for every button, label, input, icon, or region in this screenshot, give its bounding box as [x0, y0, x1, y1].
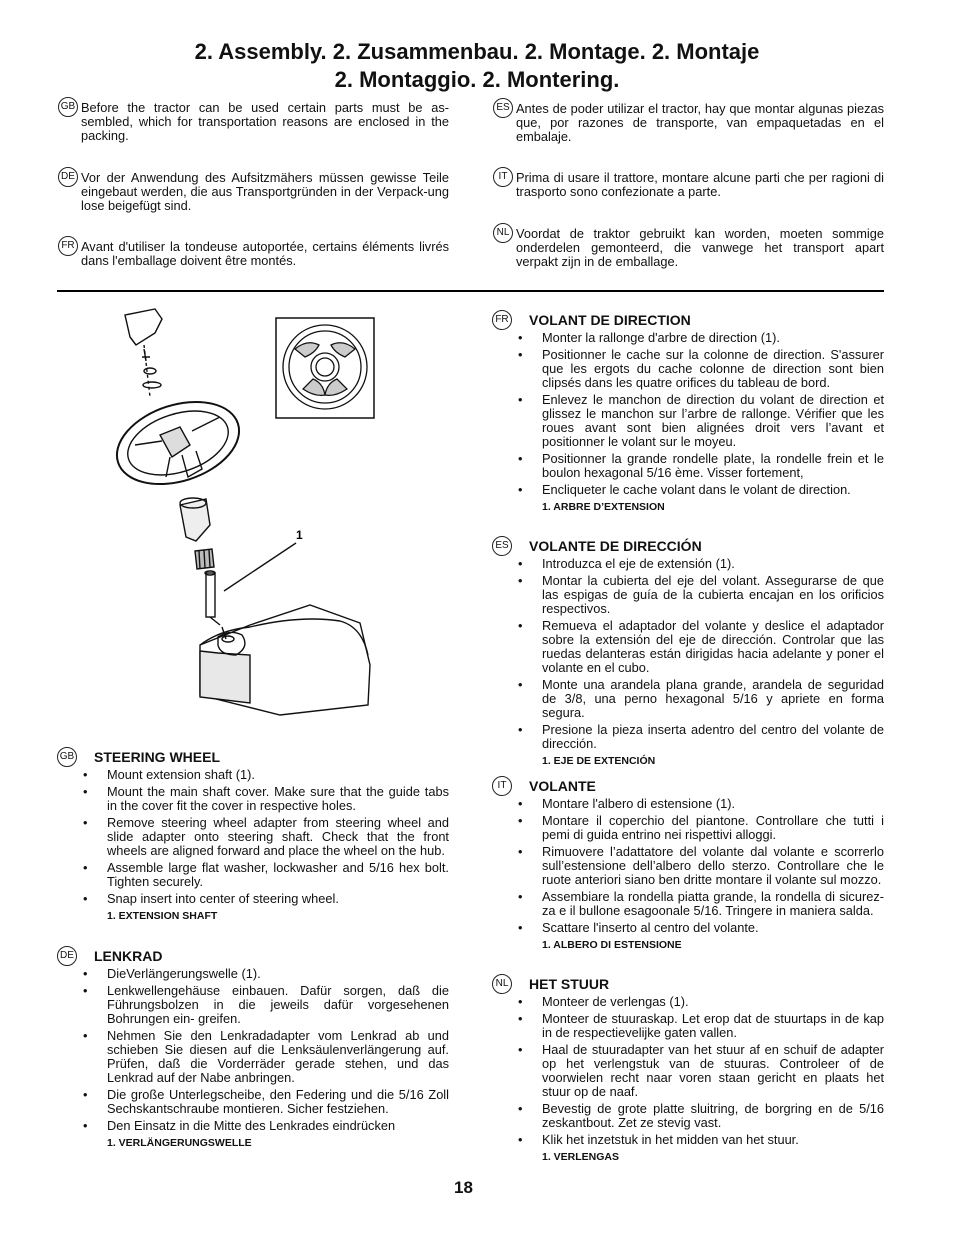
- page-title: [0, 38, 954, 94]
- list-item: • Monte una arandela plana grande, arandela de seguridad de 3/8, una perno hexagonal 5/16 y apriete en forma segura.: [516, 678, 884, 720]
- intro-text: Before the tractor can be used certain parts must be as-sembled, which for transportation reasons are enclosed in the packing.: [81, 100, 449, 143]
- intro-text: Voordat de traktor gebruikt kan worden, moeten sommige onderdelen gemonteerd, die vanwege het transport apart verpakt zijn in de emballage.: [516, 226, 884, 269]
- language-badge-es: ES: [492, 536, 512, 556]
- list-item: • Die große Unterlegscheibe, den Federing und die 5/16 Zoll Sechskantschraube montieren. Sicher festziehen.: [81, 1088, 449, 1116]
- instruction-list: [516, 557, 884, 751]
- section-heading: NL HET STUUR: [516, 976, 884, 992]
- list-item: • Assemble large flat washer, lockwasher and 5/16 hex bolt. Tighten securely.: [81, 861, 449, 889]
- intro-text: Vor der Anwendung des Aufsitzmähers müssen gewisse Teile eingebaut werden, die aus Transportgründen in der Verpack-ung lose beigefügt sind.: [81, 170, 449, 213]
- instruction-list: [81, 768, 449, 906]
- section-divider: [57, 290, 884, 292]
- language-badge-es: ES: [493, 98, 513, 118]
- language-badge-de: DE: [58, 167, 78, 187]
- list-item: • Haal de stuuradapter van het stuur af en schuif de adapter op het verlengstuk van de stuuras. Controleer of de voorwielen recht naar voren staan gericht en plaats het stuur op de naaf.: [516, 1043, 884, 1099]
- figure-caption: 1. ALBERO DI ESTENSIONE: [542, 939, 682, 951]
- list-item: • Den Einsatz in die Mitte des Lenkrades eindrücken: [81, 1119, 449, 1133]
- section-heading: ES VOLANTE DE DIRECCIÓN: [516, 538, 884, 554]
- intro-gb: [60, 100, 449, 143]
- steering-wheel-top-view-illustration: [275, 317, 375, 419]
- intro-de: [61, 170, 449, 213]
- intro-text: Avant d'utiliser la tondeuse autoportée, certains éléments livrés dans l'emballage doivent être montés.: [81, 239, 449, 268]
- language-badge-gb: GB: [58, 97, 78, 117]
- section-heading: DE LENKRAD: [81, 948, 449, 964]
- list-item: • Montare il coperchio del piantone. Controllare che tutti i pemi di guida entrino nei rispettivi alloggi.: [516, 814, 884, 842]
- list-item: • Nehmen Sie den Lenkradadapter vom Lenkrad ab und schieben Sie diesen auf die Lenksäulenverlängerung auf. Prüfen, daß die Vorderräder gerade stehen, und das Lenkrad auf der Nabe anbringen.: [81, 1029, 449, 1085]
- language-badge-de: DE: [57, 946, 77, 966]
- list-item: • Mount extension shaft (1).: [81, 768, 449, 782]
- list-item: • Klik het inzetstuk in het midden van het stuur.: [516, 1133, 884, 1147]
- figure-caption: 1. VERLENGAS: [542, 1151, 620, 1163]
- list-item: • Rimuovere l’adattatore del volante dal volante e scorrerlo sull’estensione dell’albero dello sterzo. Controllare che le ruote anteriori siano ben dritte montare il volante sul mozzo.: [516, 845, 884, 887]
- list-item: • Monteer de verlengas (1).: [516, 995, 884, 1009]
- list-item: • Remove steering wheel adapter from steering wheel and slide adapter onto steering shaft. Check that the front wheels are aligned forward and place the wheel on the hub.: [81, 816, 449, 858]
- figure-caption: 1. EJE DE EXTENCIÓN: [542, 755, 656, 767]
- list-item: • Mount the main shaft cover. Make sure that the guide tabs in the cover fit the cover in respective holes.: [81, 785, 449, 813]
- list-item: • Lenkwellengehäuse einbauen. Dafür sorgen, daß die Führungsbolzen in die jeweils dafür vorgesehenen Bohrungen ein- greifen.: [81, 984, 449, 1026]
- figure-caption: 1. VERLÄNGERUNGSWELLE: [107, 1137, 252, 1149]
- section-heading: IT VOLANTE: [516, 778, 884, 794]
- instruction-list: [516, 797, 884, 935]
- language-badge-it: IT: [493, 167, 513, 187]
- section-heading: GB STEERING WHEEL: [81, 749, 449, 765]
- title-line-2: 2. Montaggio. 2. Montering.: [334, 67, 620, 92]
- language-badge-fr: FR: [58, 236, 78, 256]
- instruction-list: [516, 995, 884, 1147]
- list-item: • Monter la rallonge d'arbre de direction (1).: [516, 331, 884, 345]
- list-item: • DieVerlängerungswelle (1).: [81, 967, 449, 981]
- list-item: • Positionner le cache sur la colonne de direction. S'assurer que les ergots du cache colonne de direction sont bien clipsés dans les quatre orifices du tableau de bord.: [516, 348, 884, 390]
- list-item: • Assembiare la rondella piatta grande, la rondella di sicurez-za e il bullone esagoonale 5/16. Tringere in maniera salda.: [516, 890, 884, 918]
- figure-callout: 1: [296, 528, 303, 542]
- intro-text: Prima di usare il trattore, montare alcune parti che per ragioni di trasporto sono confezionate a parte.: [516, 170, 884, 199]
- section-gb: [59, 749, 449, 923]
- language-badge-nl: NL: [493, 223, 513, 243]
- list-item: • Snap insert into center of steering wheel.: [81, 892, 449, 906]
- intro-it: [498, 170, 884, 199]
- list-item: • Presione la pieza inserta adentro del centro del volante de dirección.: [516, 723, 884, 751]
- figure-caption: 1. ARBRE D’EXTENSION: [542, 501, 665, 513]
- list-item: • Remueva el adaptador del volante y deslice el adaptador sobre la extensión del eje de dirección. Controlar que las ruedas delanteras están dirigidas hacia adelante y poner el volante en el cubo.: [516, 619, 884, 675]
- instruction-list: [81, 967, 449, 1133]
- intro-fr: [61, 239, 449, 268]
- intro-text: Antes de poder utilizar el tractor, hay que montar algunas piezas que, por razones de transporte, van empaquetadas en el embalaje.: [516, 101, 884, 144]
- page-number: 18: [454, 1178, 473, 1197]
- section-fr: [495, 312, 884, 514]
- language-badge-gb: GB: [57, 747, 77, 767]
- section-it: [497, 778, 884, 952]
- list-item: • Encliqueter le cache volant dans le volant de direction.: [516, 483, 884, 497]
- instruction-list: [516, 331, 884, 497]
- intro-es: [496, 101, 884, 144]
- list-item: • Positionner la grande rondelle plate, la rondelle frein et le boulon hexagonal 5/16 ème. Visser fortement,: [516, 452, 884, 480]
- list-item: • Montare l'albero di estensione (1).: [516, 797, 884, 811]
- section-de: [60, 948, 449, 1150]
- intro-nl: [496, 226, 884, 269]
- title-line-1: 2. Assembly. 2. Zusammenbau. 2. Montage. 2. Montaje: [194, 39, 760, 64]
- section-es: [495, 538, 884, 768]
- list-item: • Enlevez le manchon de direction du volant de direction et glissez le manchon sur l’arbre de rallonge. Vérifier que les roues avant sont bien alignées droit vers l’avant et positionner le volant sur le moyeu.: [516, 393, 884, 449]
- figure-caption: 1. EXTENSION SHAFT: [107, 910, 218, 922]
- list-item: • Introduzca el eje de extensión (1).: [516, 557, 884, 571]
- language-badge-fr: FR: [492, 310, 512, 330]
- language-badge-it: IT: [492, 776, 512, 796]
- list-item: • Montar la cubierta del eje del volant. Assegurarse de que las espigas de guía de la cubierta encajan en los orificios respectivos.: [516, 574, 884, 616]
- list-item: • Monteer de stuuraskap. Let erop dat de stuurtaps in de kap in de respectievelijke gaten vallen.: [516, 1012, 884, 1040]
- list-item: • Bevestig de grote platte sluitring, de borgring en de 5/16 zeskantbout. Zet ze stevig vast.: [516, 1102, 884, 1130]
- list-item: • Scattare l'inserto al centro del volante.: [516, 921, 884, 935]
- language-badge-nl: NL: [492, 974, 512, 994]
- section-heading: FR VOLANT DE DIRECTION: [516, 312, 884, 328]
- section-nl: [495, 976, 884, 1164]
